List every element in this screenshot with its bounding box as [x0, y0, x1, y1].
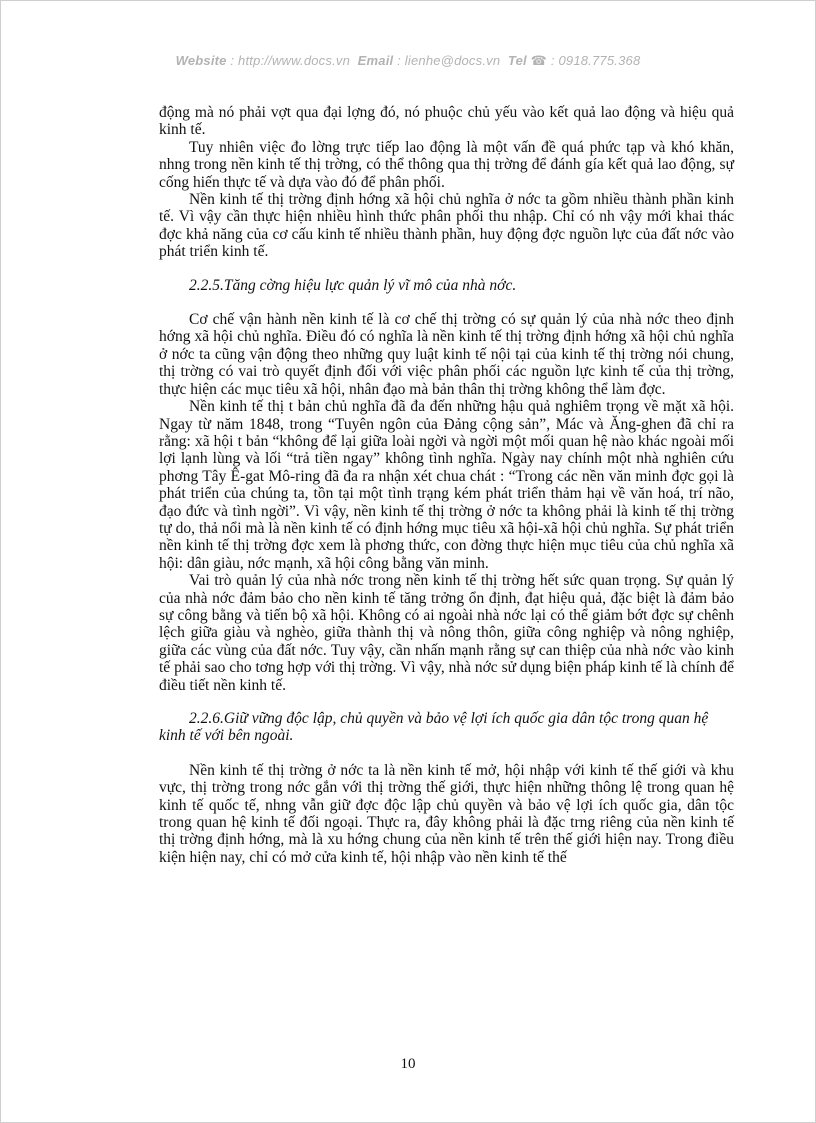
- email-value: : lienhe@docs.vn: [397, 53, 501, 68]
- page-header: [0, 53, 816, 69]
- tel-label: Tel: [507, 53, 527, 68]
- phone-icon: ☎: [530, 53, 548, 68]
- paragraph-4: Cơ chế vận hành nền kinh tế là cơ chế thị trờng có sự quản lý của nhà nớc theo định hớng xã hội chủ nghĩa. Điều đó có nghĩa là nền kinh tế thị trờng định hớng xã hội chủ nghĩa ở nớc ta cũng vận động theo những quy luật kinh tế nội tại của kinh tế thị trờng nói chung, thị trờng có vai trò quyết định đối với việc phân phối các nguồn lực kinh tế của thị trờng, thực hiện các mục tiêu xã hội, nhân đạo mà bản thân thị trờng không thể làm đợc.: [159, 311, 734, 398]
- tel-value: : 0918.775.368: [550, 53, 641, 68]
- paragraph-2: Tuy nhiên việc đo lờng trực tiếp lao động là một vấn đề quá phức tạp và khó khăn, nhng trong nền kinh tế thị trờng, có thể thông qua thị trờng để đánh gía kết quả lao động, sự cống hiến thực tế và dựa vào đó để phân phối.: [159, 138, 734, 191]
- paragraph-3: Nền kinh tế thị trờng định hớng xã hội chủ nghĩa ở nớc ta gồm nhiều thành phần kinh tế. Vì vậy cần thực hiện nhiều hình thức phân phối thu nhập. Chỉ có nh vậy mới khai thác đợc khả năng của cơ cấu kinh tế nhiều thành phần, huy động đợc nguồn lực của đất nớc vào phát triển kinh tế.: [159, 191, 734, 261]
- paragraph-5: Nền kinh tế thị t bản chủ nghĩa đã đa đến những hậu quả nghiêm trọng về mặt xã hội. Ngay từ năm 1848, trong “Tuyên ngôn của Đảng cộng sản”, Mác và Ăng-ghen đã chỉ ra rằng: xã hội t bản “không để lại giữa loài ngời và ngời một mối quan hệ nào khác ngoài mối lợi lạnh lùng và lối “trả tiền ngay” không tình nghĩa. Ngày nay chính một nhà nghiên cứu phơng Tây Ê-gat Mô-ring đã đa ra nhận xét chua chát : “Trong các nền văn minh đợc gọi là phát triển của chúng ta, tồn tại một tình trạng kém phát triển thảm hại về văn hoá, trí não, đạo đức và tình ngời”. Vì vậy, nền kinh tế thị trờng ở nớc ta không phải là kinh tế thị trờng tự do, thả nổi mà là nền kinh tế có định hớng mục tiêu xã hội-xã hội chủ nghĩa. Sự phát triển nền kinh tế thị trờng đợc xem là phơng thức, con đờng thực hiện mục tiêu của chủ nghĩa xã hội: dân giàu, nớc mạnh, xã hội công bằng văn minh.: [159, 398, 734, 572]
- website-value: : http://www.docs.vn: [230, 53, 351, 68]
- paragraph-6: Vai trò quản lý của nhà nớc trong nền kinh tế thị trờng hết sức quan trọng. Sự quản lý của nhà nớc đảm bảo cho nền kinh tế tăng trởng ổn định, đạt hiệu quả, đặc biệt là đảm bảo sự công bằng và tiến bộ xã hội. Không có ai ngoài nhà nớc lại có thể giảm bớt đợc sự chênh lệch giữa giàu và nghèo, giữa thành thị và nông thôn, giữa công nghiệp và nông nghiệp, giữa các vùng của đất nớc. Tuy vậy, cần nhấn mạnh rằng sự can thiệp của nhà nớc vào kinh tế phải sao cho tơng hợp với thị trờng. Vì vậy, nhà nớc sử dụng biện pháp kinh tế là chính để điều tiết nền kinh tế.: [159, 572, 734, 694]
- section-heading-2-2-5: 2.2.5.Tăng cờng hiệu lực quản lý vĩ mô của nhà nớc.: [189, 276, 517, 294]
- paragraph-7: Nền kinh tế thị trờng ở nớc ta là nền kinh tế mở, hội nhập với kinh tế thế giới và khu vực, thị trờng trong nớc gắn với thị trờng thế giới, thực hiện những thông lệ trong quan hệ kinh tế quốc tế, nhng vẫn giữ đợc độc lập chủ quyền và bảo vệ lợi ích quốc gia, dân tộc trong quan hệ kinh tế đối ngoại. Thực ra, đây không phải là đặc trng riêng của nền kinh tế thị trờng định hớng, mà là xu hớng chung của nền kinh tế trên thế giới hiện nay. Trong điều kiện hiện nay, chỉ có mở cửa kinh tế, hội nhập vào nền kinh tế thế: [159, 761, 734, 866]
- website-label: Website: [175, 53, 227, 68]
- paragraph-1: động mà nó phải vợt qua đại lợng đó, nó phuộc chủ yếu vào kết quả lao động và hiệu quả kinh tế.: [159, 104, 734, 139]
- page-number: 10: [400, 1056, 416, 1072]
- email-label: Email: [357, 53, 394, 68]
- document-body: [159, 104, 734, 866]
- section-heading-2-2-6: 2.2.6.Giữ vững độc lập, chủ quyền và bảo vệ lợi ích quốc gia dân tộc trong quan hệ kinh tế với bên ngoài.: [159, 710, 709, 745]
